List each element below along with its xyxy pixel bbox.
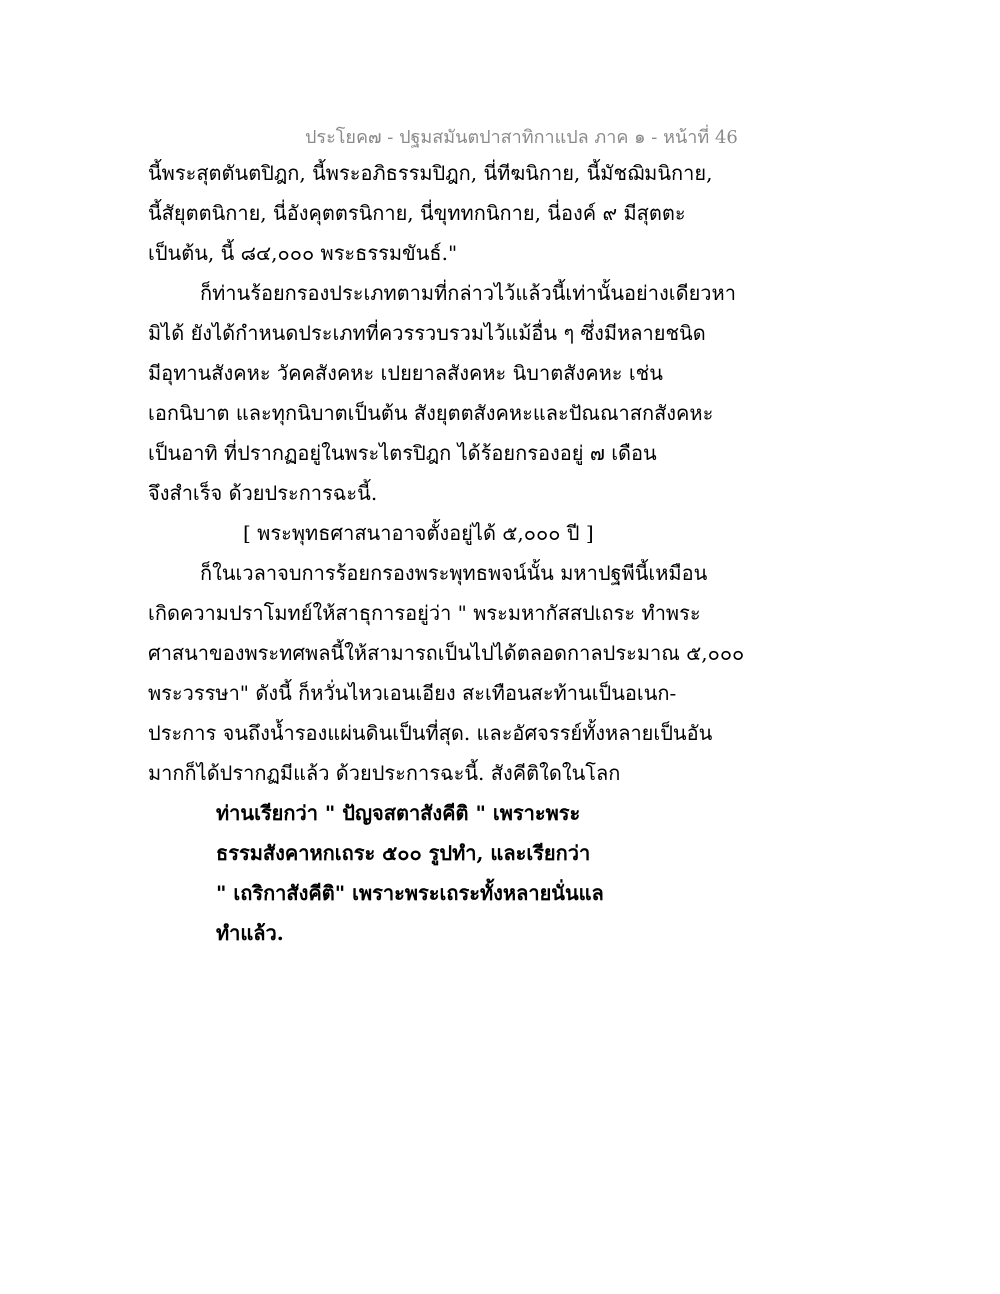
text-line-3: เป็นต้น, นี้ ๘๔,๐๐๐ พระธรรมขันธ์." — [148, 241, 458, 265]
text-line-7: เอกนิบาต และทุกนิบาตเป็นต้น สังยุตตสังคหะและปัณณาสกสังคหะ — [148, 401, 714, 425]
text-line-15: ประการ จนถึงน้ำรองแผ่นดินเป็นที่สุด. และอัศจรรย์ทั้งหลายเป็นอัน — [148, 721, 713, 745]
section-heading: [ พระพุทธศาสนาอาจตั้งอยู่ได้ ๕,๐๐๐ ปี ] — [243, 521, 594, 545]
bold-line-4: ทำแล้ว. — [216, 921, 284, 945]
text-line-8: เป็นอาทิ ที่ปรากฏอยู่ในพระไตรปิฎก ได้ร้อยกรองอยู่ ๗ เดือน — [148, 441, 657, 465]
page-header: ประโยค๗ - ปฐมสมันตปาสาทิกาแปล ภาค ๑ - หน้าที่ 46 — [305, 127, 738, 148]
text-line-9: จึงสำเร็จ ด้วยประการฉะนี้. — [148, 481, 378, 505]
text-line-1: นี้พระสุตตันตปิฎก, นี้พระอภิธรรมปิฎก, นี่ทีฆนิกาย, นี้มัชฌิมนิกาย, — [148, 161, 713, 185]
text-line-6: มีอุทานสังคหะ วัคคสังคหะ เปยยาลสังคหะ นิบาตสังคหะ เช่น — [148, 361, 663, 385]
text-line-13: ศาสนาของพระทศพลนี้ให้สามารถเป็นไปได้ตลอดกาลประมาณ ๕,๐๐๐ — [148, 641, 745, 665]
text-line-16: มากก็ได้ปรากฏมีแล้ว ด้วยประการฉะนี้. สังคีติใดในโลก — [148, 761, 621, 785]
text-line-2: นี้สัยุตตนิกาย, นี่อังคุตตรนิกาย, นี่ขุททกนิกาย, นี่องค์ ๙ มีสุตตะ — [148, 201, 686, 225]
bold-line-3: " เถริกาสังคีติ" เพราะพระเถระทั้งหลายนั่นแล — [216, 881, 604, 905]
text-line-11: ก็ในเวลาจบการร้อยกรองพระพุทธพจน์นั้น มหาปฐพีนี้เหมือน — [200, 561, 708, 585]
text-line-4: ก็ท่านร้อยกรองประเภทตามที่กล่าวไว้แล้วนี้เท่านั้นอย่างเดียวหา — [200, 281, 736, 305]
text-line-14: พระวรรษา" ดังนี้ ก็หวั่นไหวเอนเอียง สะเทือนสะท้านเป็นอเนก- — [148, 681, 677, 705]
text-line-12: เกิดความปราโมทย์ให้สาธุการอยู่ว่า " พระมหากัสสปเถระ ทำพระ — [148, 601, 701, 625]
bold-line-2: ธรรมสังคาหกเถระ ๕๐๐ รูปทำ, และเรียกว่า — [216, 841, 591, 865]
bold-line-1: ท่านเรียกว่า " ปัญจสตาสังคีติ " เพราะพระ — [216, 801, 581, 825]
text-line-5: มิได้ ยังได้กำหนดประเภทที่ควรรวบรวมไว้แม้อื่น ๆ ซึ่งมีหลายชนิด — [148, 321, 706, 345]
